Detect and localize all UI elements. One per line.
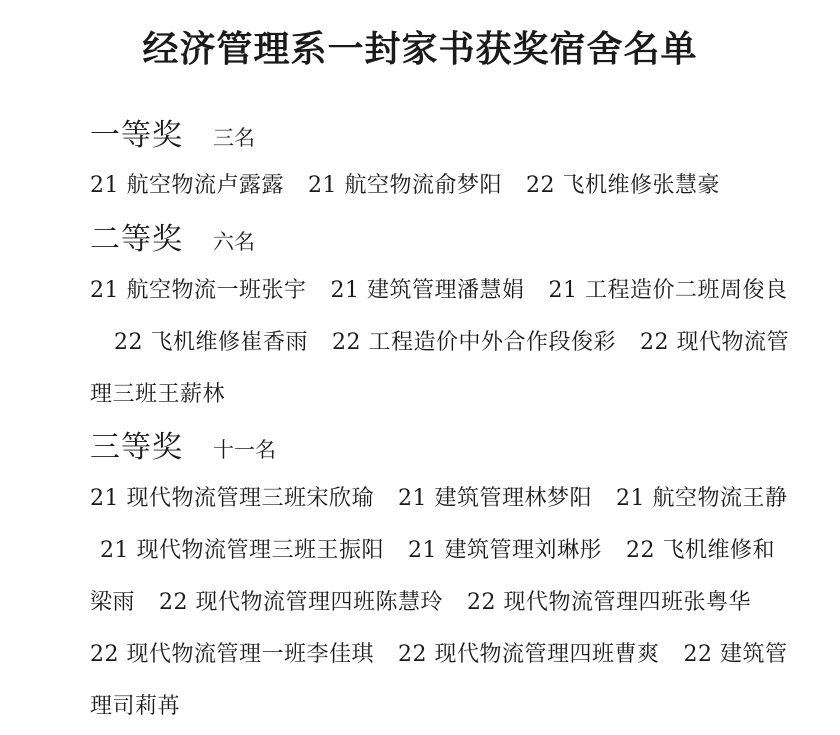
winner-name: 21 现代物流管理三班王振阳 [100, 538, 384, 563]
third-prize-heading [90, 428, 276, 472]
winner-count: 三名 [213, 126, 255, 150]
winner-name: 22 现代物流管理四班曹爽 [398, 642, 660, 667]
winner-name: 21 现代物流管理三班宋欣瑜 [90, 486, 374, 511]
winner-name: 21 建筑管理林梦阳 [398, 486, 592, 511]
winner-name: 22 飞机维修张慧豪 [526, 173, 720, 198]
winner-name: 21 建筑管理刘琳彤 [408, 538, 602, 563]
winner-name: 21 工程造价二班周俊良 [548, 278, 788, 303]
winner-name: 22 飞机维修崔香雨 [114, 330, 308, 355]
winner-name: 22 飞机维修和梁雨 [90, 538, 775, 615]
winner-name: 22 现代物流管理四班陈慧玲 [159, 590, 444, 615]
first-prize-heading [90, 116, 255, 160]
winner-name: 21 航空物流一班张宇 [90, 278, 307, 303]
winner-name: 21 建筑管理潘慧娟 [330, 278, 525, 303]
winner-name: 22 现代物流管理一班李佳琪 [90, 642, 374, 667]
prize-level: 一等奖 [90, 118, 183, 153]
winner-name: 22 现代物流管理三班王薪林 [90, 330, 789, 407]
winner-name: 21 航空物流俞梦阳 [308, 173, 502, 198]
second-prize-heading [90, 220, 255, 264]
winner-name: 21 航空物流王静 [616, 486, 788, 511]
second-prize-names [90, 265, 790, 421]
winner-count: 六名 [213, 230, 255, 254]
winner-name: 22 建筑管理司莉苒 [90, 642, 788, 719]
page-title: 经济管理系一封家书获奖宿舍名单 [142, 28, 698, 70]
third-prize-names [90, 473, 790, 733]
winner-name: 21 航空物流卢露露 [90, 173, 284, 198]
winner-count: 十一名 [213, 438, 276, 462]
first-prize-names [90, 160, 790, 212]
winner-name: 22 现代物流管理四班张粤华 [467, 590, 752, 615]
prize-level: 二等奖 [90, 222, 183, 257]
winner-name: 22 工程造价中外合作段俊彩 [332, 330, 616, 355]
prize-level: 三等奖 [90, 430, 183, 465]
